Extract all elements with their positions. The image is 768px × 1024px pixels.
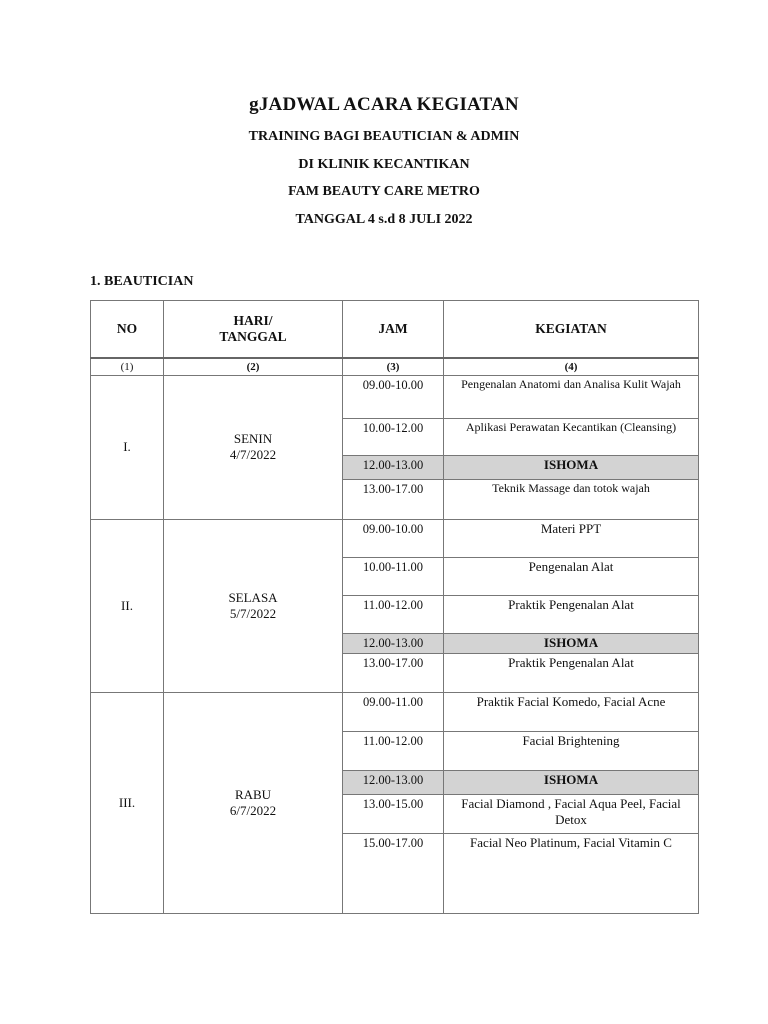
activity-cell-ishoma: ISHOMA xyxy=(444,633,699,653)
day-date: 5/7/2022 xyxy=(229,605,277,621)
activity-cell: Praktik Pengenalan Alat xyxy=(444,653,699,692)
subtitle-training: TRAINING BAGI BEAUTICIAN & ADMIN xyxy=(248,129,520,144)
time-cell: 10.00-11.00 xyxy=(343,557,444,595)
time-cell: 13.00-17.00 xyxy=(343,479,444,519)
day-cell xyxy=(164,375,343,519)
table-row xyxy=(91,375,699,418)
section-title: 1. BEAUTICIAN xyxy=(90,274,194,289)
col-number-1: (1) xyxy=(91,358,164,376)
subtitle-date: TANGGAL 4 s.d 8 JULI 2022 xyxy=(295,212,473,227)
activity-cell: Materi PPT xyxy=(444,519,699,557)
table-header-row xyxy=(91,301,699,358)
time-cell: 13.00-15.00 xyxy=(343,794,444,833)
time-cell: 13.00-17.00 xyxy=(343,653,444,692)
time-cell: 12.00-13.00 xyxy=(343,633,444,653)
day-date: 6/7/2022 xyxy=(229,802,277,818)
header-tanggal: TANGGAL xyxy=(219,328,287,344)
col-number-4: (4) xyxy=(444,358,699,376)
time-cell: 11.00-12.00 xyxy=(343,731,444,770)
activity-cell: Facial Neo Platinum, Facial Vitamin C xyxy=(444,833,699,913)
activity-cell-ishoma: ISHOMA xyxy=(444,770,699,794)
column-number-row xyxy=(91,358,699,376)
day-date: 4/7/2022 xyxy=(229,447,277,462)
schedule-table xyxy=(90,300,699,914)
header-hari: HARI/ xyxy=(233,312,273,328)
time-cell: 15.00-17.00 xyxy=(343,833,444,913)
time-cell: 12.00-13.00 xyxy=(343,770,444,794)
time-cell: 10.00-12.00 xyxy=(343,418,444,455)
activity-cell: Facial Diamond , Facial Aqua Peel, Facial Detox xyxy=(444,794,699,833)
document-title: gJADWAL ACARA KEGIATAN xyxy=(249,94,519,115)
time-cell: 09.00-11.00 xyxy=(343,692,444,731)
day-number: II. xyxy=(91,519,164,692)
day-cell xyxy=(164,519,343,692)
activity-cell: Praktik Facial Komedo, Facial Acne xyxy=(444,692,699,731)
subtitle-location: DI KLINIK KECANTIKAN xyxy=(298,157,470,172)
activity-cell: Pengenalan Alat xyxy=(444,557,699,595)
header-hari-tanggal xyxy=(164,301,343,358)
activity-cell: Teknik Massage dan totok wajah xyxy=(444,479,699,519)
subtitle-clinic: FAM BEAUTY CARE METRO xyxy=(288,184,480,199)
day-name: RABU xyxy=(234,786,272,802)
time-cell: 09.00-10.00 xyxy=(343,375,444,418)
activity-cell: Pengenalan Anatomi dan Analisa Kulit Wajah xyxy=(444,375,699,418)
day-number: I. xyxy=(91,375,164,519)
day-name: SELASA xyxy=(228,589,278,605)
header-no: NO xyxy=(91,301,164,358)
header-kegiatan: KEGIATAN xyxy=(444,301,699,358)
time-cell: 09.00-10.00 xyxy=(343,519,444,557)
activity-cell: Aplikasi Perawatan Kecantikan (Cleansing) xyxy=(444,418,699,455)
header-jam: JAM xyxy=(343,301,444,358)
day-number: III. xyxy=(91,692,164,913)
activity-cell-ishoma: ISHOMA xyxy=(444,455,699,479)
day-name: SENIN xyxy=(233,431,273,446)
col-number-3: (3) xyxy=(343,358,444,376)
time-cell: 12.00-13.00 xyxy=(343,455,444,479)
col-number-2: (2) xyxy=(164,358,343,376)
activity-cell: Facial Brightening xyxy=(444,731,699,770)
table-row xyxy=(91,692,699,731)
time-cell: 11.00-12.00 xyxy=(343,595,444,633)
day-cell xyxy=(164,692,343,913)
activity-cell: Praktik Pengenalan Alat xyxy=(444,595,699,633)
table-row xyxy=(91,519,699,557)
